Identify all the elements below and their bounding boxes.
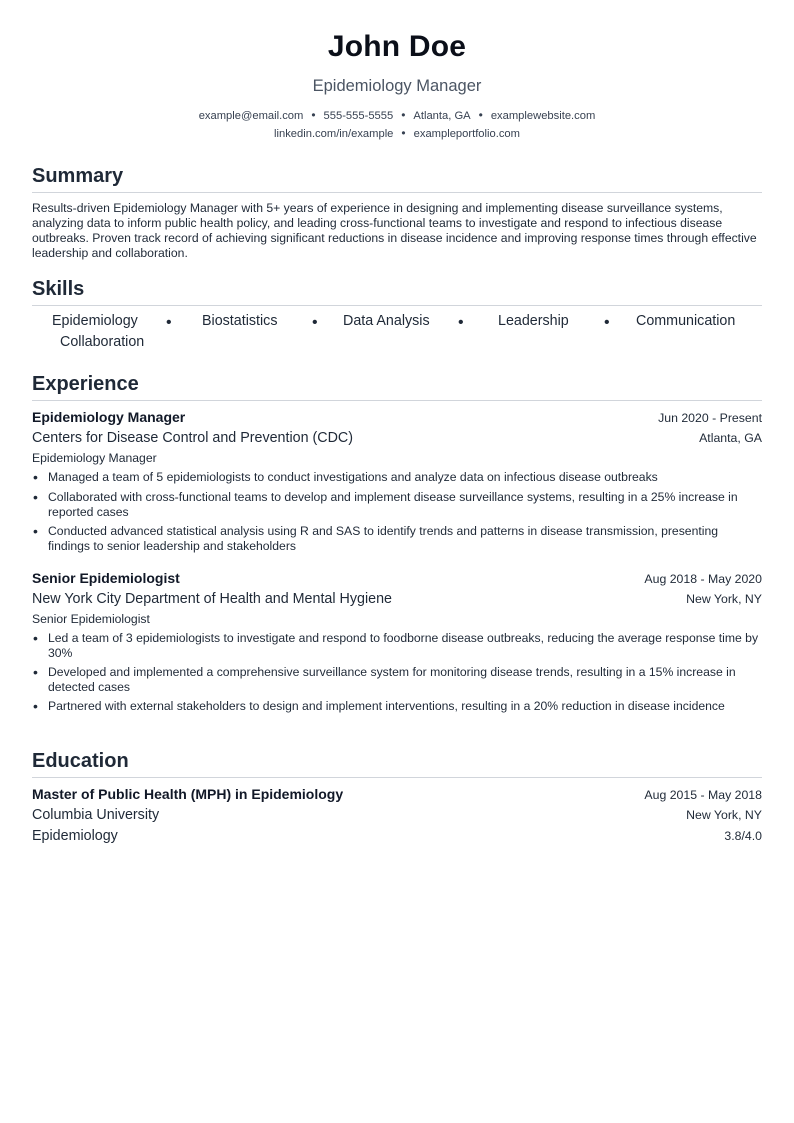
portfolio-link[interactable]: exampleportfolio.com <box>413 128 520 140</box>
education-school: Columbia University <box>32 807 160 823</box>
education-heading: Education <box>32 750 129 772</box>
skills-divider <box>32 305 762 306</box>
linkedin-link[interactable]: linkedin.com/in/example <box>274 128 394 140</box>
education-field-row <box>32 828 762 844</box>
skill-item: Biostatistics <box>202 313 278 329</box>
skill-item: Leadership <box>498 313 569 329</box>
job-bullet: • Managed a team of 5 epidemiologists to conduct investigations and analyze data on infectious disease outbreaks <box>33 469 658 485</box>
education-gpa: 3.8/4.0 <box>724 829 762 843</box>
job-company: Centers for Disease Control and Prevention (CDC) <box>32 430 354 446</box>
job-location: New York, NY <box>686 592 762 606</box>
skill-item: Communication <box>636 313 736 329</box>
skill-separator: • <box>458 314 464 331</box>
skill-item: Collaboration <box>60 334 145 350</box>
contact-separator: • <box>311 108 316 122</box>
summary-divider <box>32 192 762 193</box>
phone-link[interactable]: 555-555-5555 <box>323 110 394 122</box>
education-field: Epidemiology <box>32 828 118 844</box>
education-divider <box>32 777 762 778</box>
job-bullet-text: Led a team of 3 epidemiologists to investigate and respond to foodborne disease outbreaks, reducing the average response time by 30% <box>48 631 759 660</box>
candidate-name: John Doe <box>327 30 467 63</box>
skill-separator: • <box>312 314 318 331</box>
job-role: Epidemiology Manager <box>32 409 186 425</box>
job-role: Senior Epidemiologist <box>32 570 180 586</box>
skill-item: Epidemiology <box>52 313 138 329</box>
contact-line-1 <box>32 108 762 122</box>
job-bullet: • Conducted advanced statistical analysis using R and SAS to identify trends and patterns in disease transmission, presenting findings to senior leadership and stakeholders <box>33 523 719 553</box>
job-header <box>32 570 762 586</box>
education-school-row <box>32 807 762 823</box>
job-bullet-text: Managed a team of 5 epidemiologists to conduct investigations and analyze data on infectious disease outbreaks <box>48 470 658 484</box>
skills-heading: Skills <box>32 278 85 300</box>
skill-separator: • <box>166 314 172 331</box>
job-bullet: • Led a team of 3 epidemiologists to investigate and respond to foodborne disease outbreaks, reducing the average response time by 30% <box>33 630 759 660</box>
job-dates: Jun 2020 - Present <box>658 411 762 425</box>
job-bullet: • Developed and implemented a comprehensive surveillance system for monitoring disease trends, resulting in a 15% increase in detected cases <box>33 664 736 694</box>
job-company: New York City Department of Health and Mental Hygiene <box>32 591 392 607</box>
email-link[interactable]: example@email.com <box>198 110 304 122</box>
location-text: Atlanta, GA <box>413 110 471 122</box>
skill-item: Data Analysis <box>343 313 430 329</box>
experience-divider <box>32 400 762 401</box>
job-bullet: • Partnered with external stakeholders to design and implement interventions, resulting in a 20% reduction in disease incidence <box>33 698 725 714</box>
job-company-row <box>32 430 762 446</box>
website-link[interactable]: examplewebsite.com <box>490 110 596 122</box>
contact-separator: • <box>401 108 406 122</box>
experience-heading: Experience <box>32 373 139 395</box>
job-bullet-text: Partnered with external stakeholders to design and implement interventions, resulting in a 20% reduction in disease incidence <box>48 699 725 713</box>
job-dates: Aug 2018 - May 2020 <box>644 572 762 586</box>
summary-heading: Summary <box>32 165 124 187</box>
job-location: Atlanta, GA <box>699 431 762 445</box>
summary-text: Results-driven Epidemiology Manager with 5+ years of experience in designing and implementing disease surveillance systems, analyzing data to inform public health policy, and leading cross-functional teams to investigate and respond to infectious disease outbreaks. Proven track record of achieving significant reductions in disease incidence and improving response times through effective leadership and collaboration. <box>32 201 757 260</box>
candidate-title: Epidemiology Manager <box>312 77 482 95</box>
job-subtitle: Senior Epidemiologist <box>32 612 150 626</box>
job-company-row <box>32 591 762 607</box>
job-header <box>32 409 762 425</box>
education-location: New York, NY <box>686 808 762 822</box>
contact-line-2 <box>32 126 762 140</box>
job-subtitle: Epidemiology Manager <box>32 451 157 465</box>
skill-separator: • <box>604 314 610 331</box>
education-header <box>32 786 762 802</box>
job-bullet: • Collaborated with cross-functional teams to develop and implement disease surveillance systems, resulting in a 25% increase in reported cases <box>33 489 738 519</box>
education-dates: Aug 2015 - May 2018 <box>644 788 762 802</box>
contact-separator: • <box>478 108 483 122</box>
job-bullet-text: Developed and implemented a comprehensive surveillance system for monitoring disease trends, resulting in a 15% increase in detected cases <box>48 665 736 694</box>
job-bullet-text: Collaborated with cross-functional teams to develop and implement disease surveillance systems, resulting in a 25% increase in reported cases <box>48 490 738 519</box>
job-bullet-text: Conducted advanced statistical analysis using R and SAS to identify trends and patterns in disease transmission, presenting findings to senior leadership and stakeholders <box>48 524 719 553</box>
education-degree: Master of Public Health (MPH) in Epidemiology <box>32 786 344 802</box>
contact-separator: • <box>401 126 406 140</box>
